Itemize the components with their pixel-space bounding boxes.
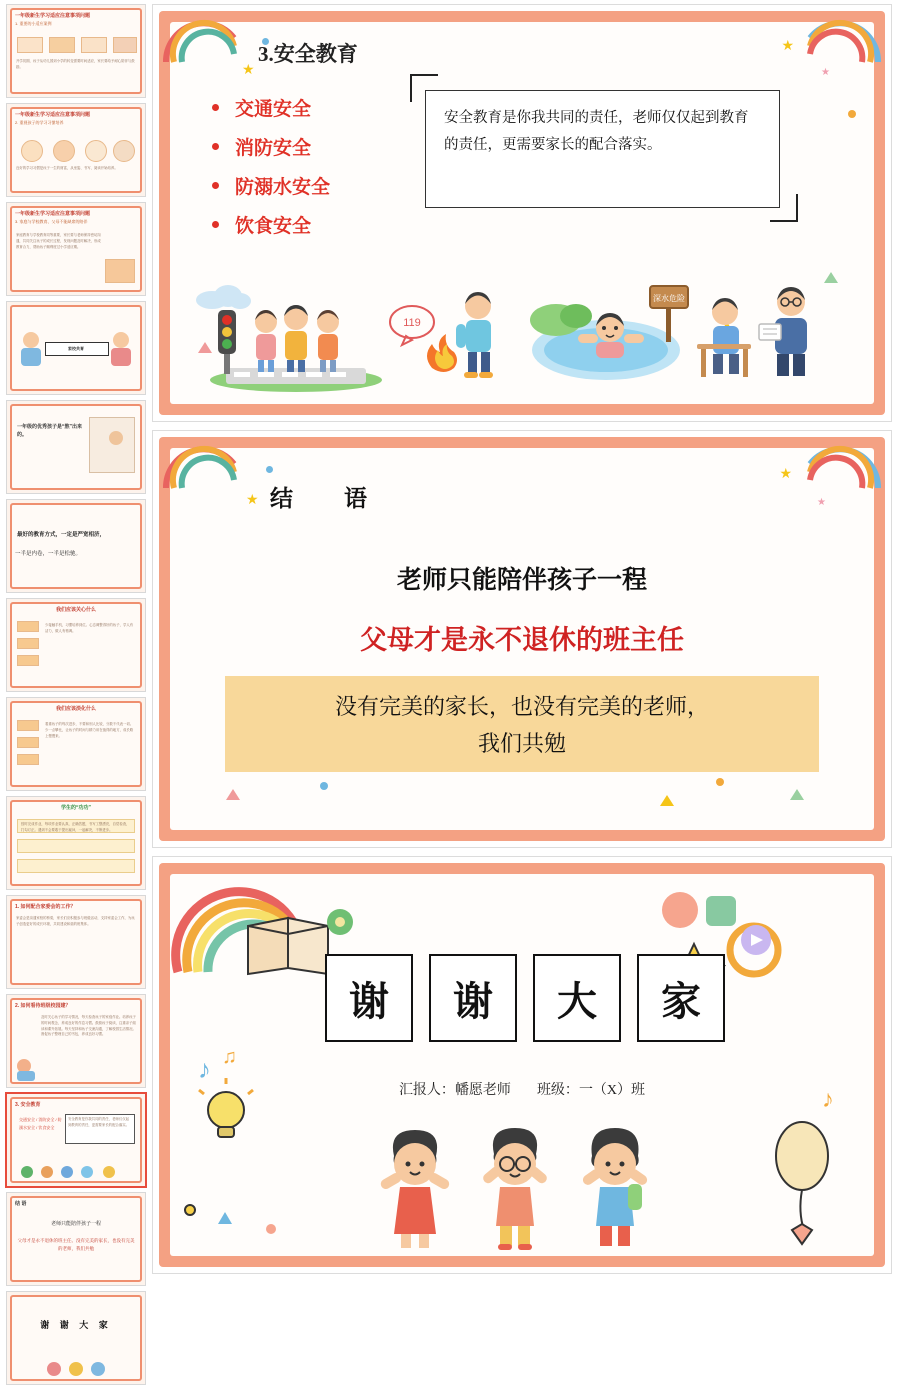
thumb-shape [21, 140, 43, 162]
list-item [212, 211, 330, 238]
thumb-title: 一年级的优秀孩子是“熬”出来的。 [17, 424, 83, 438]
reporter-label: 汇报人： [398, 1083, 455, 1098]
slide-thumbnail-8[interactable] [6, 697, 146, 791]
thumb-shape [85, 140, 107, 162]
band-line-2: 我们共勉 [477, 731, 566, 756]
slide-thumbnail-7[interactable] [6, 598, 146, 692]
thumb-shape [17, 621, 39, 632]
rainbow-decoration-icon [810, 444, 880, 484]
thanks-card: 谢 [325, 954, 413, 1042]
thumb-title: 1. 如何配合家委会的工作？ [15, 904, 76, 910]
thumb-shape [89, 417, 135, 473]
thumb-figure [17, 1071, 35, 1081]
flower-icon [320, 902, 360, 942]
thumb-figure [111, 348, 131, 366]
slide-thumbnail-9[interactable] [6, 796, 146, 890]
thumb-body: 看重孩子的每次进步，不要和别人比较，分数不代表一切。少一点攀比，让孩子的时间与精力用在值得的地方，成长路上慢慢来。 [45, 722, 134, 738]
thanks-card-row [325, 954, 725, 1042]
class-label: 班级： [536, 1083, 579, 1098]
thumb-shape [81, 37, 107, 53]
reporter-value: 幡愿老师 [454, 1083, 511, 1098]
dot-decoration-icon [266, 1224, 276, 1234]
dot-decoration-icon [266, 466, 273, 473]
thumb-shape [17, 859, 135, 873]
thumb-figure [91, 1362, 105, 1376]
dot-decoration-icon [848, 110, 856, 118]
star-decoration-icon: ★ [817, 497, 826, 508]
slide-thumbnail-13[interactable] [6, 1192, 146, 1286]
thumb-title: 我们应该淡化什么 [55, 706, 96, 712]
thumb-shape [113, 37, 137, 53]
thumb-title: 一年级新生学习适应注意事项问题 [15, 13, 91, 19]
music-note-icon: ♫ [222, 1046, 237, 1068]
star-decoration-icon: ★ [242, 61, 255, 77]
slide-thumbnail-5[interactable] [6, 400, 146, 494]
rainbow-decoration-icon [810, 18, 880, 58]
thumb-shape [17, 655, 39, 666]
thumb-shape [17, 754, 39, 765]
thumb-shape [17, 638, 39, 649]
star-decoration-icon: ★ [246, 491, 259, 507]
thanks-card: 谢 [429, 954, 517, 1042]
list-item [212, 133, 330, 160]
thumb-title: 一年级新生学习适应注意事项问题 [15, 112, 91, 118]
thumb-body: 及时关心孩子的学习情况，每天检查孩子的家庭作业。培养孩子的时间观念，养成良好的作息习惯。鼓励孩子阅读，注重亲子阅读和课外拓展。每天坚持和孩子交流沟通，了解校园生活情况。督促孩子整理自己的书包，养成良好习惯。 [41, 1015, 136, 1037]
thumb-title: 谢 谢 大 家 [40, 1320, 112, 1330]
thumb-shape [113, 140, 135, 162]
thumb-shape [53, 140, 75, 162]
safety-illustration-row [170, 266, 874, 396]
conclusion-line-2: 父母才是永不退休的班主任 [360, 625, 684, 655]
thumb-subtitle: 2. 重视孩子的学习习惯培养 [15, 120, 64, 125]
slide-thumbnail-10[interactable] [6, 895, 146, 989]
thumb-figure [21, 348, 41, 366]
bullet-icon [212, 143, 219, 150]
thumb-figure [69, 1362, 83, 1376]
thumb-title: 3. 安全教育 [15, 1102, 41, 1108]
safety-note-box: 安全教育是你我共同的责任，老师仅仅起到教育的责任，更需要家长的配合落实。 [425, 90, 780, 208]
band-line-1: 没有完美的家长，也没有完美的老师， [334, 694, 709, 719]
thumb-subtitle: 一半是内卷，一半是松驰。 [15, 551, 82, 557]
dot-decoration-icon [716, 778, 724, 786]
thumb-shape [49, 37, 75, 53]
thumb-subtitle: 3. 家庭与学校教育、父母不能缺席的陪伴 [15, 219, 88, 224]
cloud-decoration-icon [194, 282, 252, 310]
thumb-figure [113, 332, 129, 348]
star-decoration-icon: ★ [821, 67, 830, 78]
dot-decoration-icon [184, 1204, 196, 1216]
fire-safety-illustration [398, 276, 518, 394]
list-item-label: 交通安全 [235, 99, 312, 120]
thanks-card: 家 [637, 954, 725, 1042]
thumb-body: 按时完成作业，每项作业要认真，正确答题，书写工整漂亮，自觉检查，打勾订正。遇到不会要敢于提出疑问，一起解决，不断进步。 [21, 822, 130, 832]
thumb-figure [21, 1166, 33, 1178]
slide-thumbnail-1[interactable] [6, 4, 146, 98]
thumb-body: 安全教育是你我共同的责任，老师仅仅起到教育的责任，更需要家长的配合落实。 [68, 1117, 130, 1127]
thumb-figure [109, 431, 123, 445]
thumb-figure [23, 332, 39, 348]
music-note-icon: ♪ [198, 1054, 211, 1084]
music-note-icon: ♪ [822, 1086, 834, 1113]
svg-text:深水危险: 深水危险 [653, 294, 685, 303]
child-figure-illustration [370, 1122, 460, 1252]
slide-thumbnail-6[interactable] [6, 499, 146, 593]
bullet-icon [212, 182, 219, 189]
thumb-shape [17, 737, 39, 748]
child-figure-illustration [570, 1122, 660, 1252]
balloon-icon [768, 1114, 838, 1244]
thumb-shape [105, 259, 135, 283]
thumb-subtitle: 交通安全 / 消防安全 / 防溺水安全 / 饮食安全 [19, 1117, 62, 1130]
bullet-icon [212, 221, 219, 228]
slide-content [170, 22, 874, 404]
conclusion-line-1: 老师只能陪伴孩子一程 [396, 567, 647, 594]
slide-thumbnail-14[interactable] [6, 1291, 146, 1385]
slide-thumbnail-2[interactable] [6, 103, 146, 197]
thumb-figure [41, 1166, 53, 1178]
thanks-card: 大 [533, 954, 621, 1042]
thumb-shape [17, 839, 135, 853]
thumb-figure [103, 1166, 115, 1178]
list-item-label: 饮食安全 [235, 216, 312, 237]
thumb-shape [17, 720, 39, 731]
slide-conclusion[interactable] [152, 430, 892, 848]
thumb-title: 我们应该关心什么 [55, 607, 96, 613]
thumb-frame [10, 503, 142, 589]
list-item-label: 防溺水安全 [235, 177, 331, 198]
child-figure-illustration [470, 1122, 560, 1252]
thumb-body: 父母才是永不退休的班主任。没有完美的家长，也没有完美的老师，我们共勉 [17, 1238, 135, 1251]
presenter-info [170, 1079, 874, 1099]
rainbow-decoration-icon [164, 18, 234, 58]
slide-title: 3.安全教育 [258, 42, 358, 66]
safety-topic-list [212, 94, 330, 250]
slide-thumbnail-panel[interactable] [0, 0, 152, 1330]
thumb-title: 家校共育 [68, 346, 84, 351]
slide-thumbnail-11[interactable] [6, 994, 146, 1088]
svg-text:119: 119 [403, 317, 421, 329]
star-decoration-icon: ★ [781, 37, 794, 53]
slide-thumbnail-4[interactable] [6, 301, 146, 395]
slide-content [170, 448, 874, 830]
thumb-title: 2. 如何看待班级校园建？ [15, 1003, 71, 1009]
triangle-decoration-icon [660, 795, 674, 806]
thumb-figure [61, 1166, 73, 1178]
star-decoration-icon: ★ [779, 465, 792, 481]
thumb-frame [10, 899, 142, 985]
rainbow-decoration-icon [164, 444, 234, 484]
thumb-shape [17, 37, 43, 53]
slide-content [170, 874, 874, 1256]
list-item [212, 172, 330, 199]
list-item [212, 94, 330, 121]
thumb-title: 一年级新生学习适应注意事项问题 [15, 211, 91, 217]
thumb-body: 家庭教育与学校教育同等重要，家长要与老师保持密切沟通，共同关注孩子的成长过程，发现问题及时解决，形成教育合力，帮助孩子顺利度过小学适应期。 [16, 233, 101, 249]
triangle-decoration-icon [790, 789, 804, 800]
slide-thanks[interactable] [152, 856, 892, 1274]
thumb-body: 家委会是沟通家校的桥梁，家长们应积极参与班级活动，支持家委会工作，为孩子创造更好的成长环境，共同建设和谐的班集体。 [16, 916, 135, 926]
triangle-decoration-icon [226, 789, 240, 800]
slide-thumbnail-3[interactable] [6, 202, 146, 296]
bullet-icon [212, 104, 219, 111]
thumb-subtitle: 1. 重要的小适应案例 [15, 21, 52, 26]
thumb-title: 学生的“功功” [60, 805, 91, 811]
slide-thumbnail-12[interactable] [6, 1093, 146, 1187]
dot-decoration-icon [320, 782, 328, 790]
slide-canvas-area[interactable] [152, 0, 900, 1286]
thumb-title: 结 语 [15, 1201, 27, 1207]
thumb-subtitle: 老师只能陪伴孩子一程 [50, 1221, 101, 1227]
conclusion-highlight-band [225, 676, 819, 772]
thumb-figure [47, 1362, 61, 1376]
food-safety-illustration [673, 272, 848, 394]
triangle-decoration-icon [218, 1212, 232, 1224]
list-item-label: 消防安全 [235, 138, 312, 159]
thumb-body: 良好的学习习惯是孩子一生的财富，从坐姿、书写、阅读开始培养。 [16, 166, 118, 170]
conclusion-title: 结 语 [270, 486, 381, 511]
class-value: 一（X）班 [578, 1083, 646, 1098]
thumb-body: 开学初期，孩子从幼儿园到小学的转变需要时间适应，家长要给予耐心陪伴与鼓励。 [16, 59, 135, 69]
thumb-title: 最好的教育方式，一定是严宽相济， [17, 532, 106, 538]
thumb-body: 少接触手机，习惯培养到位。心态调整得好的孩子，学人有活力，做人有格调。 [45, 623, 134, 633]
slide-safety-education[interactable] [152, 4, 892, 422]
thumb-figure [81, 1166, 93, 1178]
